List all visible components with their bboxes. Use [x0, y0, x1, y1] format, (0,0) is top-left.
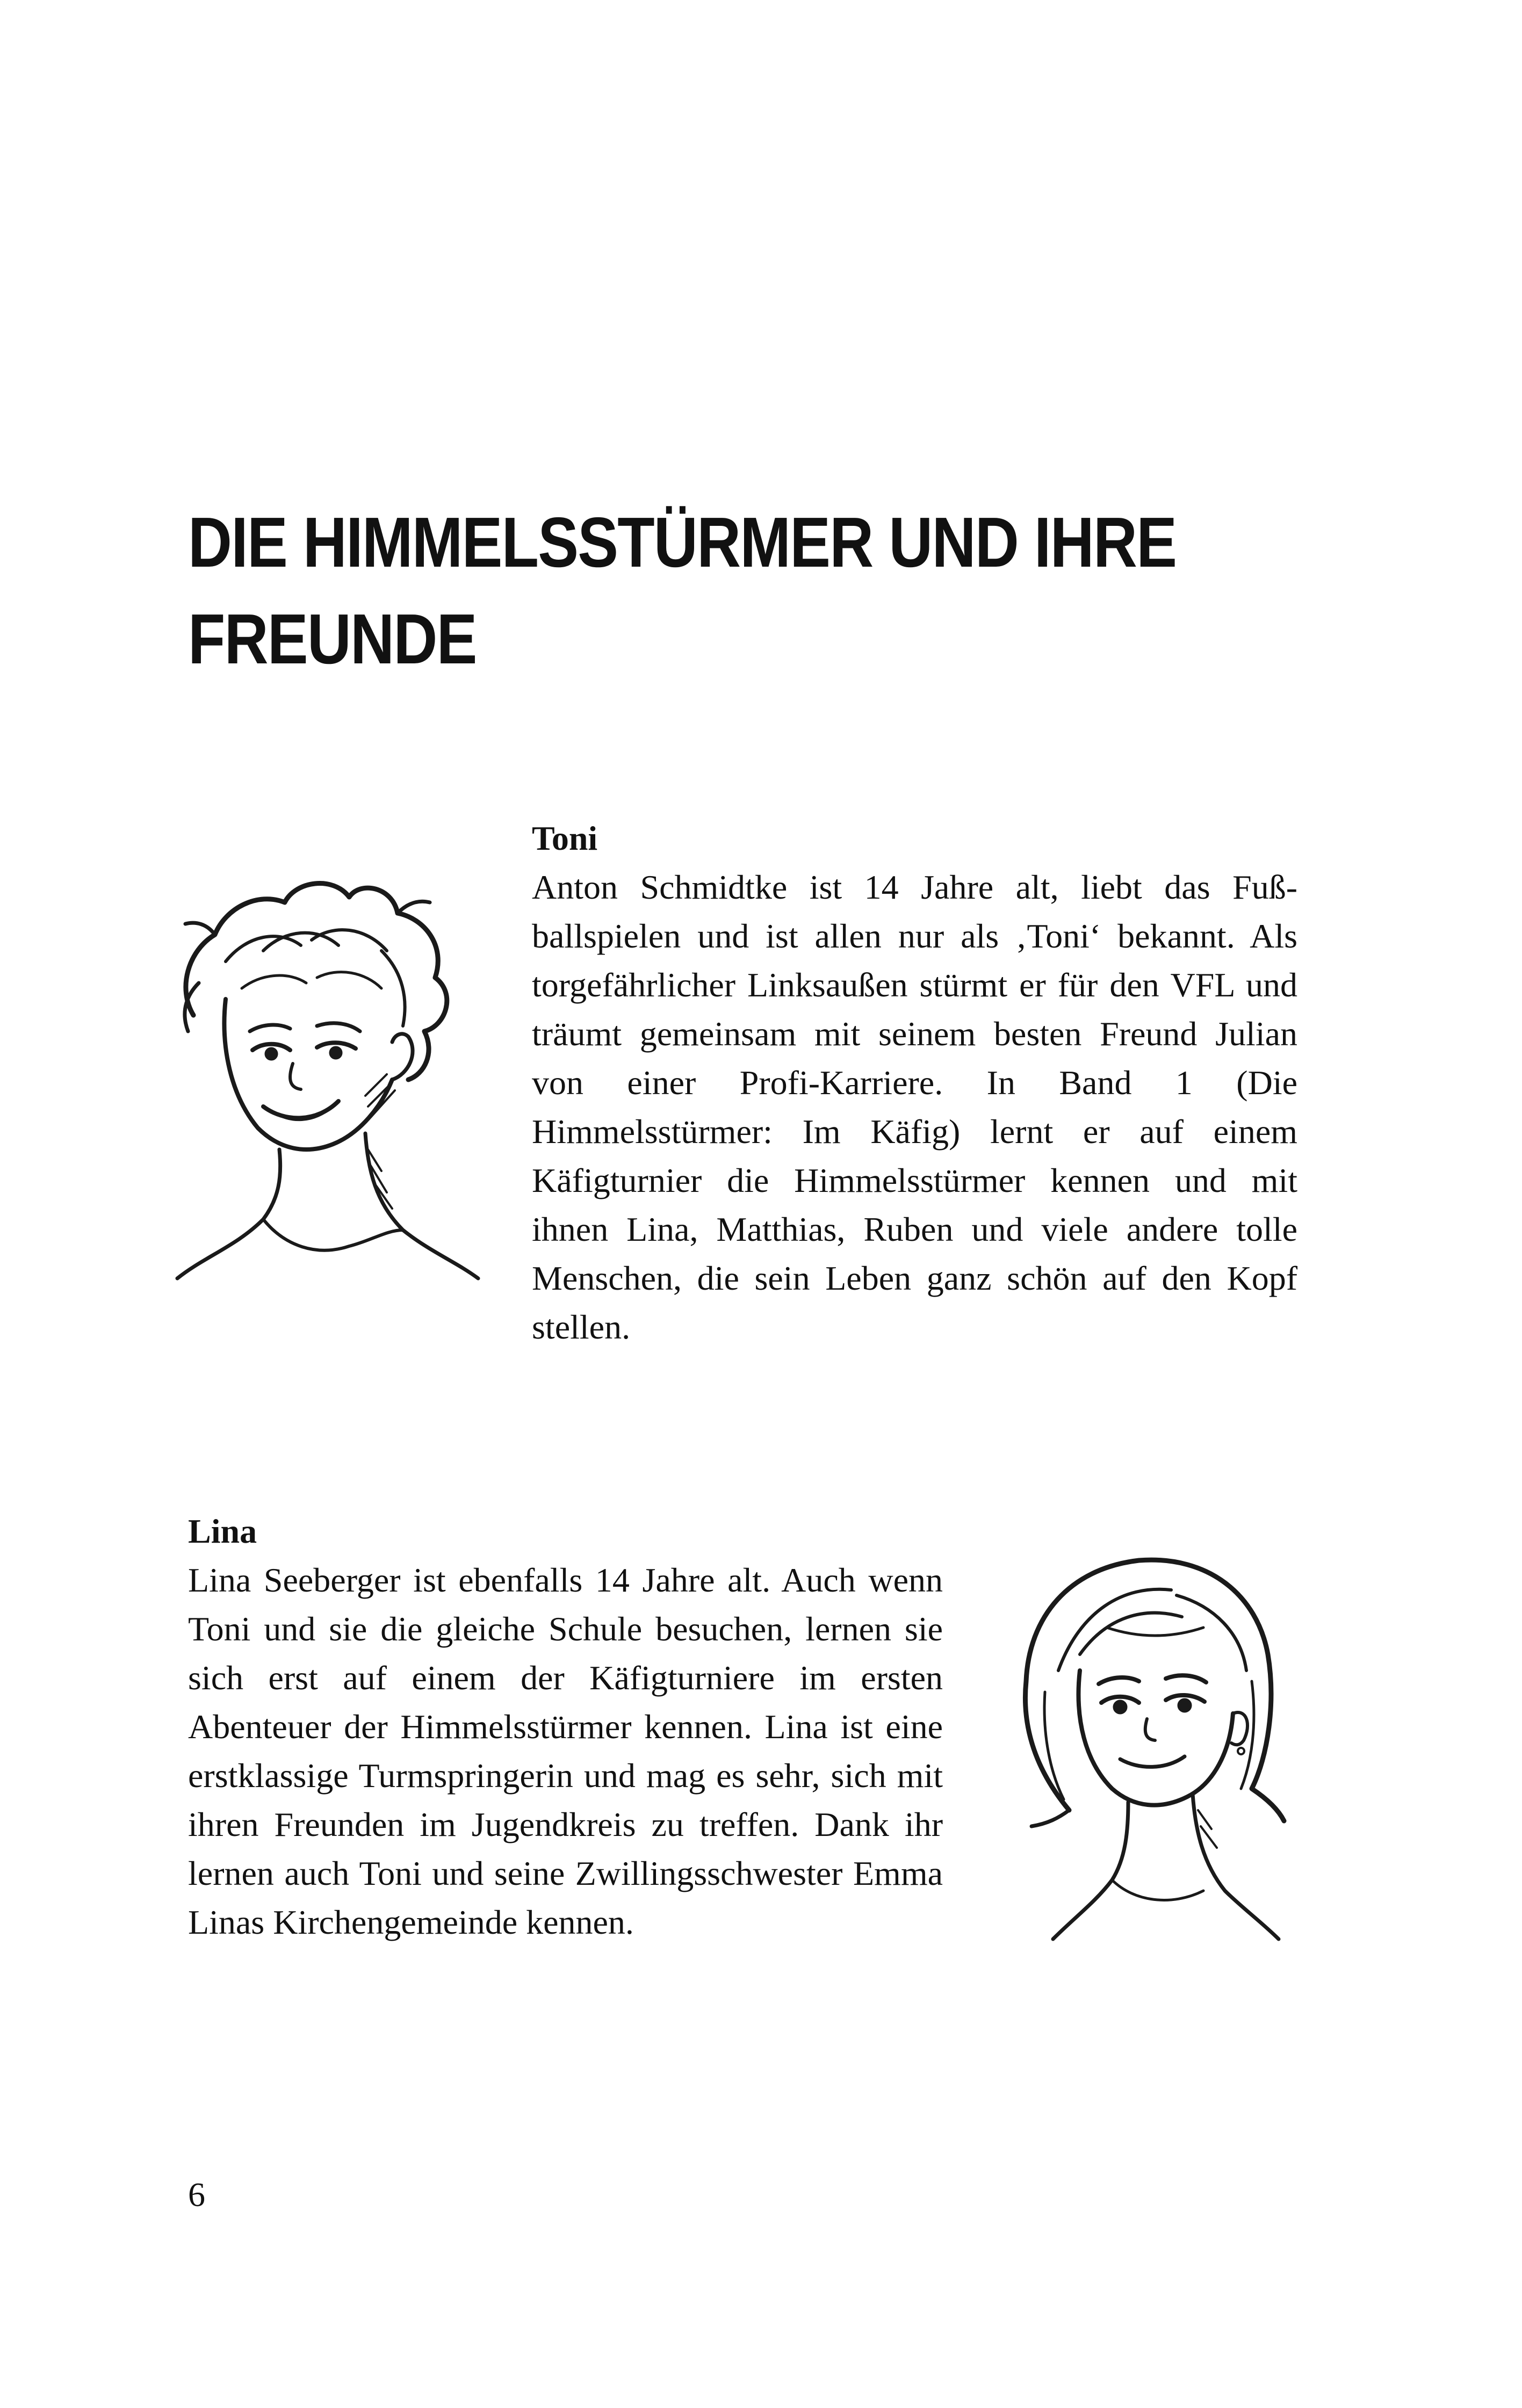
page-title: DIE HIMMELSSTÜRMER UND IHRE FREUNDE	[188, 503, 1177, 678]
character-description: Lina Seeberger ist ebenfalls 14 Jahre alt. Auch wenn Toni und sie die gleiche Schule besuchen, lernen sie sich erst auf einem der Käfigturniere im ersten Abenteuer der Himmelsstürmer kennen. Lina ist eine erstklassige Turmspringerin und mag es sehr, sich mit ihren Freunden im Jugendkreis zu treffen. Dank ihr lernen auch Toni und seine Zwillingsschwester Emma Linas Kirchengemeinde kennen.	[188, 1561, 943, 1941]
character-description: Anton Schmidtke ist 14 Jahre alt, liebt das Fußballspielen und ist allen nur als ‚Toni‘ bekannt. Als torgefährlicher Linksaußen stürmt er für den VFL und träumt gemeinsam mit seinem besten Freund Julian von einer Profi-Karriere. In Band 1 (Die Himmelsstürmer: Im Käfig) lernt er auf einem Käfigturnier die Himmelsstürmer kennen und mit ihnen Lina, Matthias, Ruben und viele andere tolle Menschen, die sein Leben ganz schön auf den Kopf stellen.	[532, 868, 1297, 1346]
character-name: Toni	[532, 819, 598, 857]
page-number: 6	[188, 2175, 205, 2214]
character-toni	[532, 814, 1297, 1351]
toni-portrait-icon	[156, 870, 489, 1311]
character-name: Lina	[188, 1512, 257, 1550]
lina-portrait-icon	[999, 1531, 1311, 1961]
character-lina	[188, 1507, 943, 1947]
